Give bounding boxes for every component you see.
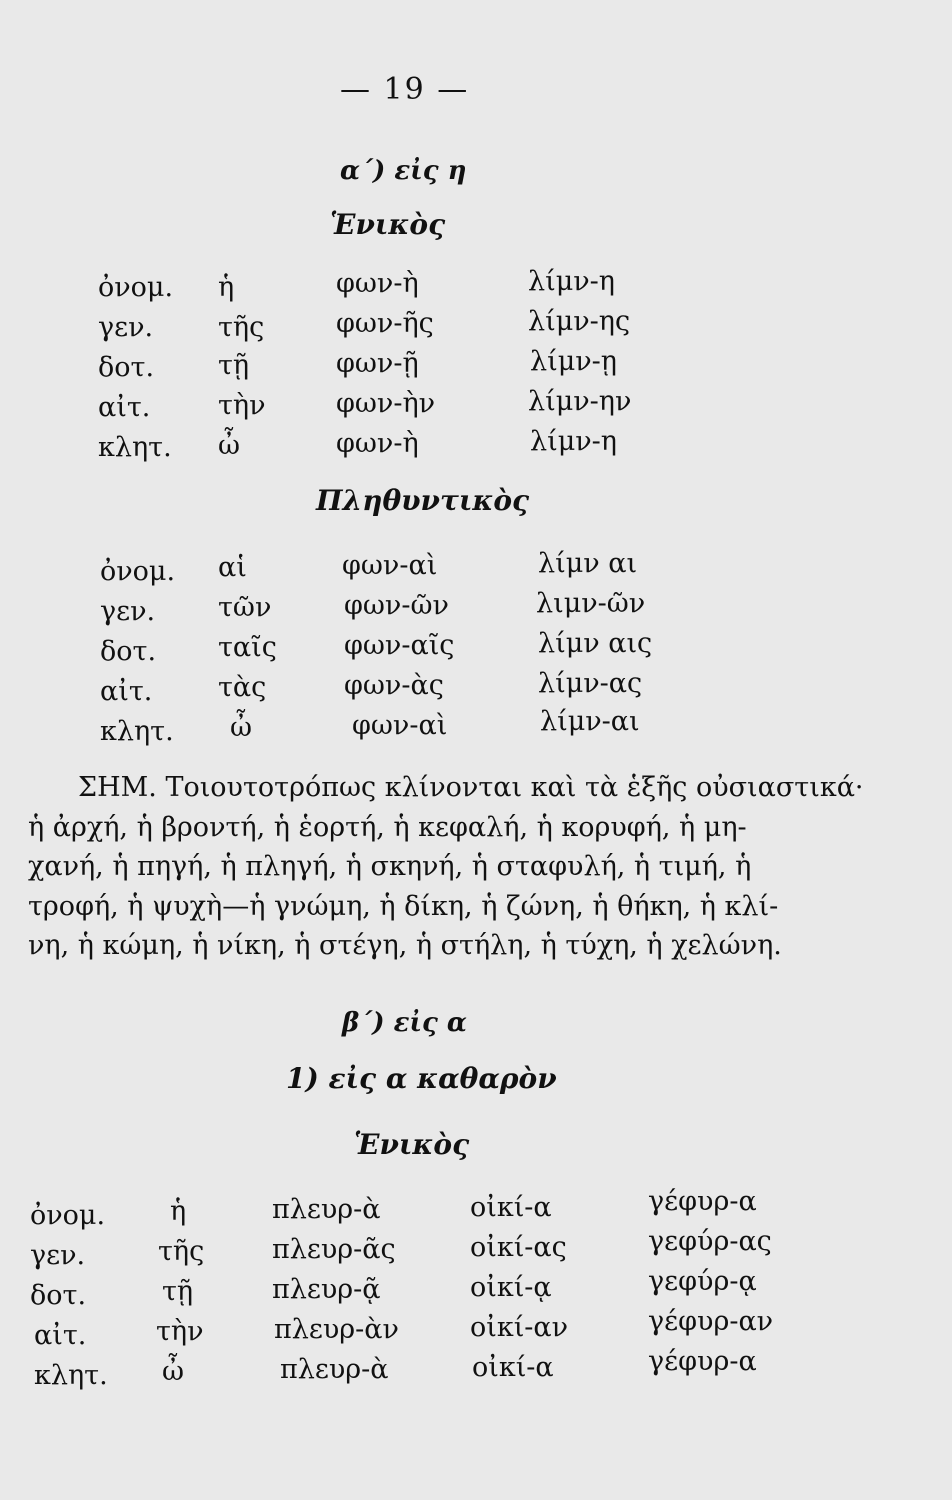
- table-cell: κλητ.: [98, 432, 172, 463]
- note-line: ἡ ἀρχή, ἡ βροντή, ἡ ἑορτή, ἡ κεφαλή, ἡ κορυφή, ἡ μη-: [28, 811, 747, 843]
- table-cell: πλευρ-ᾶς: [272, 1234, 396, 1265]
- table-cell: τῆς: [218, 312, 265, 343]
- table-cell: φων-ὴ: [336, 428, 419, 459]
- table-cell: οἰκί-α: [470, 1192, 552, 1223]
- table-cell: οἰκί-α: [472, 1352, 554, 1383]
- table-cell: αἱ: [218, 552, 247, 583]
- section-a-heading: α΄) εἰς η: [340, 156, 467, 186]
- table-cell: τὴν: [156, 1316, 204, 1347]
- table-cell: γεν.: [98, 312, 154, 343]
- section-b-subheading: 1) εἰς α καθαρὸν: [286, 1062, 557, 1095]
- table-cell: αἰτ.: [34, 1320, 87, 1351]
- table-cell: λίμν-αι: [540, 706, 640, 737]
- table-cell: φων-ὴν: [336, 388, 436, 419]
- section-b-singular-title: Ἑνικὸς: [354, 1128, 470, 1161]
- section-b-heading: β΄) εἰς α: [342, 1008, 467, 1038]
- table-cell: φων-ῆς: [336, 308, 434, 339]
- table-cell: αἰτ.: [100, 676, 153, 707]
- note-line: χανή, ἡ πηγή, ἡ πληγή, ἡ σκηνή, ἡ σταφυλή, ἡ τιμή, ἡ: [28, 851, 752, 882]
- table-cell: κλητ.: [100, 716, 174, 747]
- note-paragraph: [28, 768, 864, 966]
- table-cell: φων-ῶν: [344, 590, 449, 621]
- table-cell: φων-αῖς: [344, 630, 455, 661]
- page-number: — 19 —: [340, 72, 470, 107]
- table-cell: γέφυρ-αν: [648, 1306, 774, 1337]
- table-cell: γεφύρ-ας: [648, 1226, 772, 1257]
- table-cell: δοτ.: [30, 1280, 87, 1311]
- table-cell: λίμν αι: [538, 548, 638, 579]
- note-line: ΣΗΜ. Τοιουτοτρόπως κλίνονται καὶ τὰ ἑξῆς οὐσιαστικά·: [78, 772, 864, 803]
- table-cell: πλευρ-ὰν: [274, 1314, 399, 1345]
- table-cell: ἡ: [170, 1196, 187, 1227]
- table-cell: λιμν-ῶν: [536, 588, 646, 619]
- table-cell: οἰκί-ας: [470, 1232, 567, 1263]
- table-cell: φων-αὶ: [352, 710, 448, 741]
- table-cell: δοτ.: [98, 352, 155, 383]
- table-cell: λίμν-η: [528, 266, 615, 297]
- table-cell: φων-ὴ: [336, 268, 419, 299]
- table-cell: γέφυρ-α: [648, 1346, 757, 1377]
- table-cell: λίμν-ην: [528, 386, 632, 417]
- table-cell: ὦ: [162, 1356, 185, 1387]
- table-cell: τῇ: [162, 1276, 194, 1307]
- table-cell: ἡ: [218, 272, 235, 303]
- section-a-plural-title: Πληθυντικὸς: [316, 484, 530, 517]
- table-cell: λίμν-ας: [538, 668, 643, 699]
- table-cell: λίμν αις: [538, 628, 653, 659]
- table-cell: οἰκί-αν: [470, 1312, 569, 1343]
- table-cell: τῇ: [218, 350, 250, 381]
- table-cell: λίμν-ης: [528, 306, 631, 337]
- table-cell: φων-αὶ: [342, 550, 438, 581]
- table-cell: γεφύρ-ᾳ: [648, 1266, 757, 1297]
- note-line: νη, ἡ κώμη, ἡ νίκη, ἡ στέγη, ἡ στήλη, ἡ τύχη, ἡ χελώνη.: [28, 930, 782, 961]
- table-cell: ὀνομ.: [30, 1200, 106, 1231]
- table-cell: τῶν: [218, 592, 272, 623]
- table-cell: ὦ: [230, 712, 253, 743]
- table-cell: λίμν-η: [530, 426, 617, 457]
- table-cell: τὴν: [218, 390, 266, 421]
- table-cell: δοτ.: [100, 636, 157, 667]
- table-cell: ταῖς: [218, 632, 277, 663]
- section-a-singular-title: Ἑνικὸς: [330, 208, 446, 241]
- table-cell: ὀνομ.: [98, 272, 174, 303]
- table-cell: αἰτ.: [98, 392, 151, 423]
- table-cell: λίμν-ῃ: [530, 346, 617, 377]
- table-cell: οἰκί-ᾳ: [470, 1272, 552, 1303]
- table-cell: ὀνομ.: [100, 556, 176, 587]
- table-cell: γεν.: [100, 596, 156, 627]
- table-cell: ὦ: [218, 430, 241, 461]
- table-cell: γέφυρ-α: [648, 1186, 757, 1217]
- note-line: τροφή, ἡ ψυχὴ—ἡ γνώμη, ἡ δίκη, ἡ ζώνη, ἡ θήκη, ἡ κλί-: [28, 890, 779, 922]
- table-cell: φων-ὰς: [344, 670, 444, 701]
- table-cell: πλευρ-ὰ: [272, 1194, 381, 1225]
- table-cell: πλευρ-ᾷ: [272, 1274, 381, 1305]
- table-cell: τῆς: [158, 1236, 205, 1267]
- table-cell: γεν.: [30, 1240, 86, 1271]
- table-cell: κλητ.: [34, 1360, 108, 1391]
- table-cell: πλευρ-ὰ: [280, 1354, 389, 1385]
- table-cell: φων-ῇ: [336, 348, 419, 379]
- table-cell: τὰς: [218, 672, 267, 703]
